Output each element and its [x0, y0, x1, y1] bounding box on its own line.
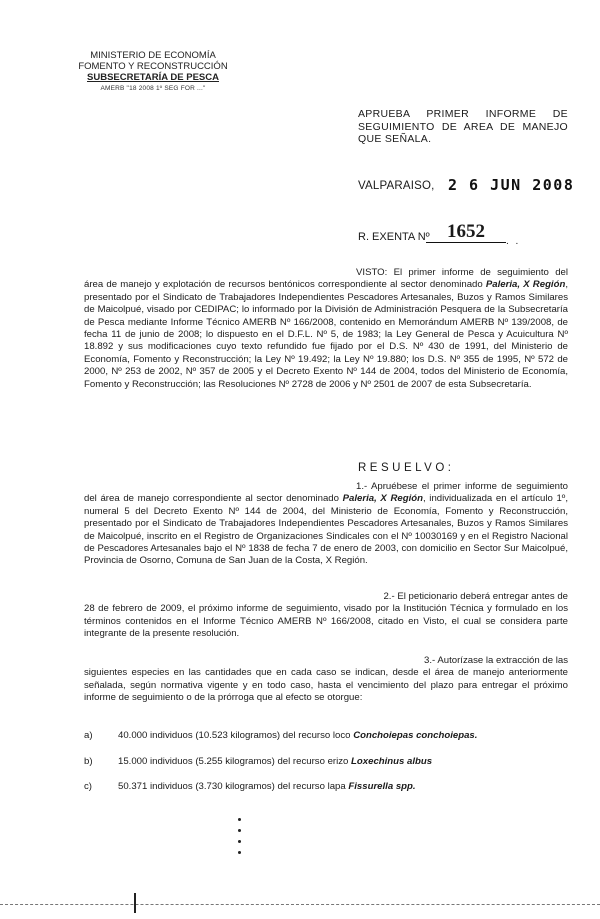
item-species: Fissurella spp. [348, 781, 416, 792]
item-letter: b) [84, 756, 93, 767]
species-item-c [84, 781, 416, 792]
exenta-number: 1652 [426, 222, 506, 243]
date-label: VALPARAISO, [358, 180, 435, 192]
item-text: 40.000 individuos (10.523 kilogramos) del recurso loco [118, 730, 354, 741]
exenta-trailing-marks: . . [506, 236, 521, 247]
continuation-dots [238, 818, 244, 862]
item-text: 15.000 individuos (5.255 kilogramos) del recurso erizo [118, 756, 352, 767]
dot [238, 829, 241, 832]
point3-text: siguientes especies en las cantidades que en cada caso se indican, desde el área de manejo anteriormente señalada, según normativa vigente y en todo caso, hasta el vencimiento del plazo para entregar el próximo informe de seguimiento o de la prórroga que al efecto se otorgue: [84, 667, 568, 704]
point2-lead: 2.- El peticionario deberá entregar antes de [383, 591, 568, 602]
visto-text-1: El primer informe de seguimiento del área de manejo y explotación de recursos bentónicos correspondiente al sector denominado [84, 267, 568, 291]
dot [238, 840, 241, 843]
resuelvo-heading: RESUELVO: [358, 462, 455, 474]
exenta-label: R. EXENTA Nº [358, 231, 430, 243]
point1-text: , individualizada en el artículo 1º, numeral 5 del Decreto Exento Nº 144 de 2004, del Ministerio de Economía, Fomento y Reconstrucción, presentado por el Sindicato de Trabajadores Independientes Pescadores Artesanales, Buzos y Ramos Similares de Maicolpué, inscrito en el Registro de Organizaciones Sindicales con el Nº 10030169 y en el Registro Nacional de Pescadores Artesanales bajo el Nº 1838 de fecha 7 de enero de 2003, con domicilio en Sector Sur Maicolpué, Provincia de Osorno, Comuna de San Juan de la Costa, X Región. [84, 493, 568, 567]
item-letter: c) [84, 781, 92, 792]
item-species: Conchoiepas conchoiepas. [353, 730, 478, 741]
footer-scan-mark [134, 893, 136, 913]
letterhead-department: FOMENTO Y RECONSTRUCCIÓN [78, 61, 228, 72]
visto-place: Paleria, X Región [485, 279, 566, 291]
dot [238, 818, 241, 821]
item-letter: a) [84, 730, 93, 741]
resolution-point-3 [84, 655, 568, 705]
visto-lead: VISTO: [356, 267, 388, 278]
resolution-point-1 [84, 481, 568, 568]
item-text: 50.371 individuos (3.730 kilogramos) del recurso lapa [118, 781, 349, 792]
item-species: Loxechinus albus [351, 756, 433, 767]
visto-text-2: , presentado por el Sindicato de Trabajadores Independientes Pescadores Artesanales, Buzos y Ramos Similares de Maicolpué, visado por CEDIPAC; lo informado por la División de Administración Pesquera de la Subsecretaría de Pesca mediante Informe Técnico AMERB Nº 166/2008, contenido en Memorándum AMERB Nº 139/2008, de fecha 11 de junio de 2008; lo dispuesto en el D.F.L. Nº 5, de 1983; la Ley General de Pesca y Acuicultura Nº 18.892 y sus modificaciones cuyo texto refundido fue fijado por el D.S. Nº 430 de 1991, del Ministerio de Economía, Fomento y Reconstrucción; la Ley Nº 19.492; la Ley Nº 19.880; los D.S. Nº 355 de 1995, Nº 572 de 2000, Nº 253 de 2002, Nº 357 de 2005 y el Decreto Exento Nº 144 de 2004, todos del Ministerio de Economía, Fomento y Reconstrucción; las Resoluciones Nº 2728 de 2006 y Nº 2501 de 2007 de esta Subsecretaría. [84, 279, 568, 390]
species-item-b [84, 756, 432, 767]
letterhead-subsecretariat: SUBSECRETARÍA DE PESCA [87, 72, 219, 83]
dot [238, 851, 241, 854]
document-subject: APRUEBA PRIMER INFORME DE SEGUIMIENTO DE AREA DE MANEJO QUE SEÑALA. [358, 108, 568, 145]
footer-scan-line [0, 904, 600, 906]
point2-text: 28 de febrero de 2009, el próximo informe de seguimiento, visado por la Institución Técnica y formulado en los términos contenidos en el Informe Técnico AMERB Nº 166/2008, citado en Visto, el cual se considera parte integrante de la presente resolución. [84, 603, 568, 640]
letterhead [68, 50, 238, 94]
visto-paragraph [84, 267, 568, 391]
species-item-a [84, 730, 477, 741]
resolution-point-2 [84, 591, 568, 641]
point3-lead: 3.- Autorízase la extracción de las [424, 655, 568, 666]
letterhead-ministry: MINISTERIO DE ECONOMÍA [90, 50, 216, 61]
point1-lead: 1.- Apruébese el primer informe de seguimiento del área de manejo correspondiente al sector denominado [84, 481, 568, 505]
date-stamp: 2 6 JUN 2008 [448, 176, 575, 194]
point1-place: Paleria, X Región [342, 493, 423, 505]
letterhead-code: AMERB "18 2008 1º SEG FOR ..." [100, 85, 206, 92]
